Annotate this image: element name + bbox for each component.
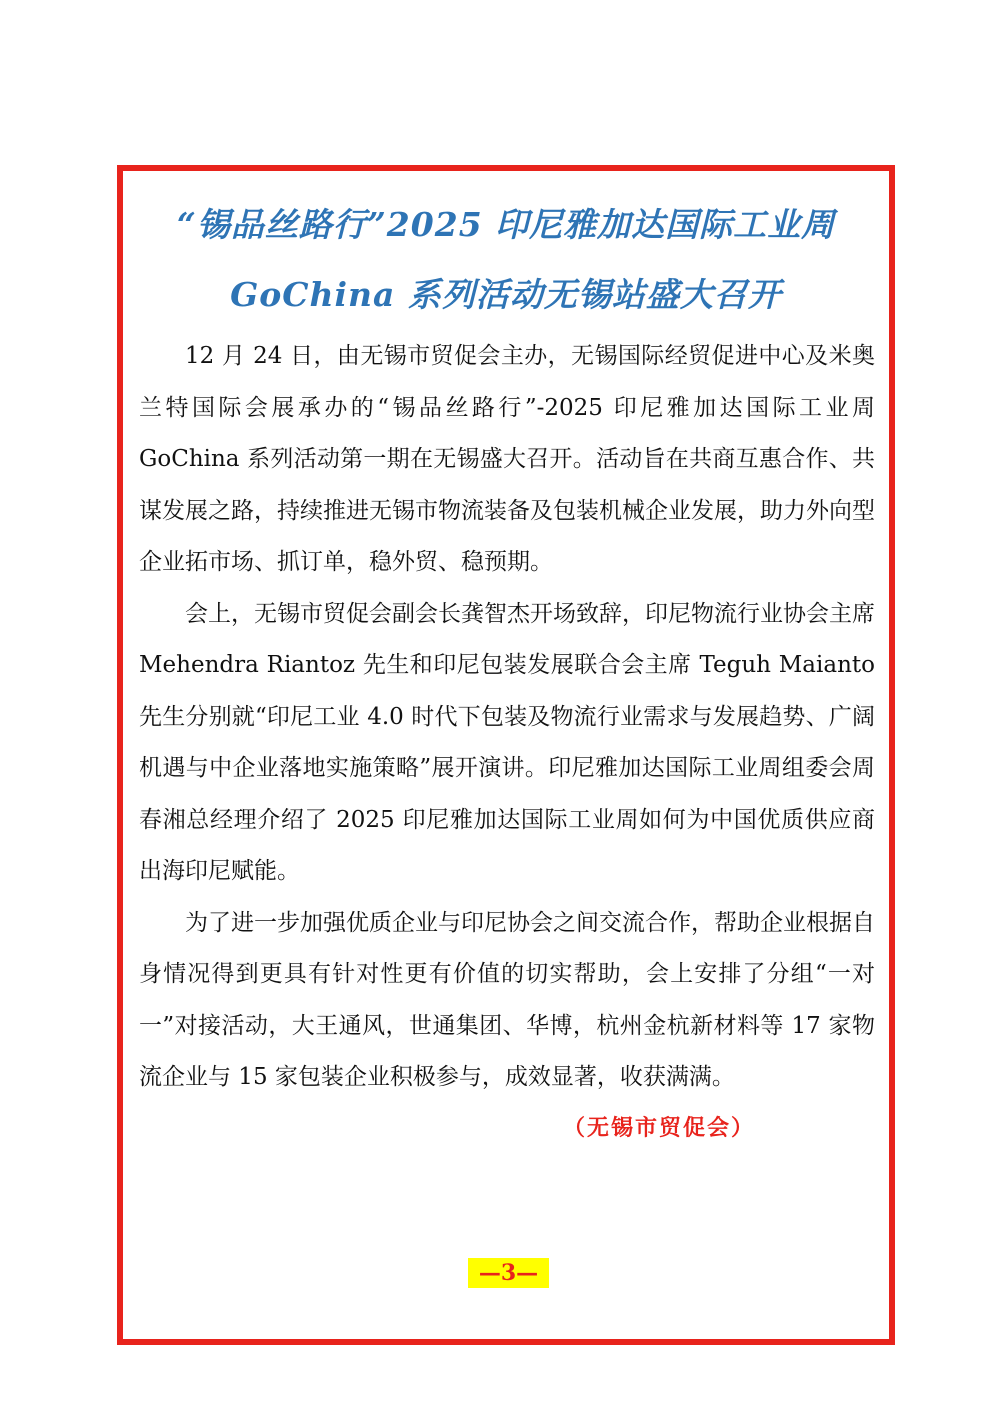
article-title-line-2: GoChina 系列活动无锡站盛大召开 <box>230 275 782 314</box>
article-source: （无锡市贸促会） <box>563 1115 756 1141</box>
paragraph-2: 会上，无锡市贸促会副会长龚智杰开场致辞，印尼物流行业协会主席 Mehendra Riantoz 先生和印尼包装发展联合会主席 Teguh Maianto 先生分别就“印尼工业 4.0 时代下包装及物流行业需求与发展趋势、广阔机遇与中企业落地实施策略”展开演讲。印尼雅加达国际工业周组委会周春湘总经理介绍了 2025 印尼雅加达国际工业周如何为中国优质供应商出海印尼赋能。 <box>139 600 875 884</box>
article-title-line-1: “锡品丝路行”2025 印尼雅加达国际工业周 <box>176 205 836 244</box>
page-border-frame <box>117 165 895 1345</box>
page-number: —3— <box>468 1258 549 1288</box>
paragraph-1: 12 月 24 日，由无锡市贸促会主办，无锡国际经贸促进中心及米奥兰特国际会展承办的“锡品丝路行”-2025 印尼雅加达国际工业周 GoChina 系列活动第一期在无锡盛大召开。活动旨在共商互惠合作、共谋发展之路，持续推进无锡市物流装备及包装机械企业发展，助力外向型企业拓市场、抓订单，稳外贸、稳预期。 <box>139 343 875 575</box>
paragraph-3: 为了进一步加强优质企业与印尼协会之间交流合作，帮助企业根据自身情况得到更具有针对性更有价值的切实帮助，会上安排了分组“一对一”对接活动，大王通风，世通集团、华博，杭州金杭新材料等 17 家物流企业与 15 家包装企业积极参与，成效显著，收获满满。 <box>139 909 875 1090</box>
article-body <box>139 331 875 1104</box>
